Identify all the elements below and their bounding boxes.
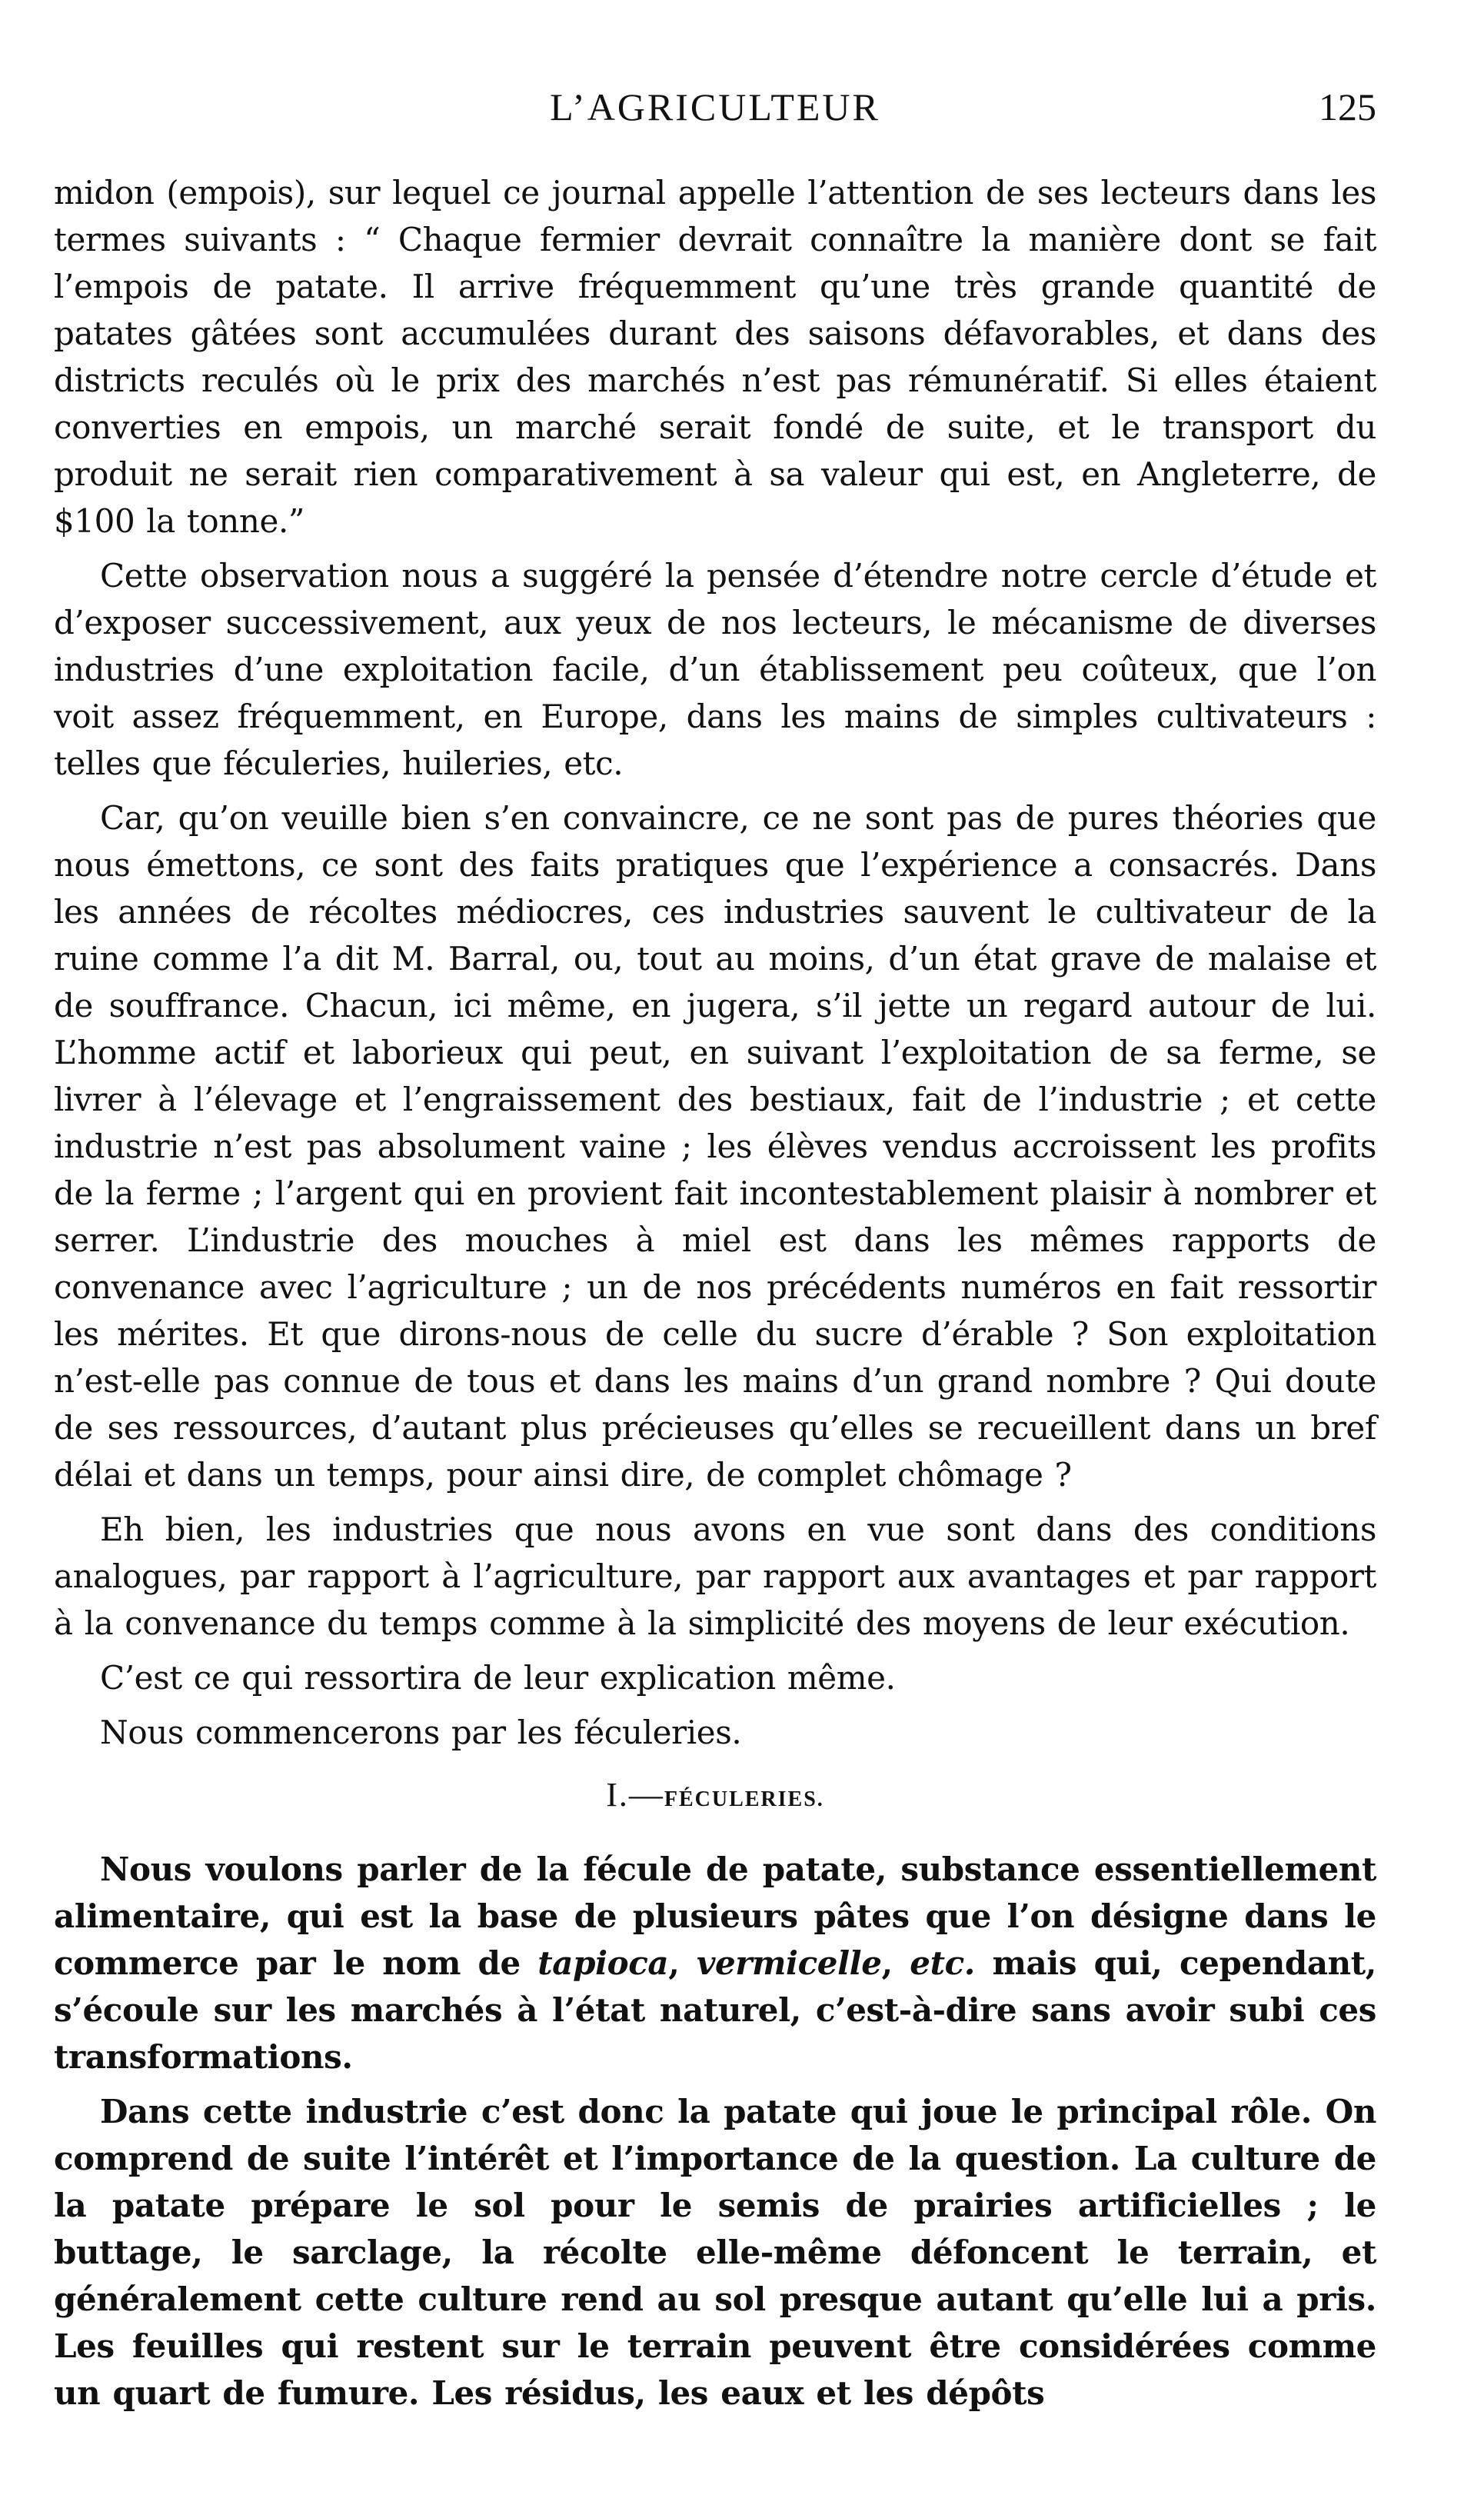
italic-term-vermicelle: vermicelle	[696, 1944, 882, 1982]
text-run: ,	[668, 1944, 697, 1982]
paragraph-continuation: midon (empois), sur lequel ce journal appelle l’attention de ses lecteurs dans les termes suivants : “ Chaque fermier devrait connaître la manière dont se fait l’empois de patate. Il arrive fréquemment qu’une très grande quantité de patates gâtées sont accumulées durant des saisons défavorables, et dans des districts reculés où le prix des marchés n’est pas rémunératif. Si elles étaient converties en empois, un marché serait fondé de suite, et le transport du produit ne serait rien comparativement à sa valeur qui est, en Angleterre, de $100 la tonne.”	[54, 174, 1376, 540]
paragraph: Cette observation nous a suggéré la pensée d’étendre notre cercle d’étude et d’exposer successivement, aux yeux de nos lecteurs, le mécanisme de diverses industries d’une exploitation facile, d’un établissement peu coûteux, que l’on voit assez fréquemment, en Europe, dans les mains de simples cultivateurs : telles que féculeries, huileries, etc.	[54, 557, 1376, 782]
italic-term-etc: etc.	[910, 1944, 975, 1982]
page	[54, 77, 1376, 2461]
paragraph	[54, 1846, 1376, 2080]
running-title: L’AGRICULTEUR	[550, 85, 880, 128]
paragraph: Dans cette industrie c’est donc la patate qui joue le principal rôle. On comprend de suite l’intérêt et l’importance de la question. La culture de la patate prépare le sol pour le semis de prairies artificielles ; le buttage, le sarclage, la récolte elle-même défoncent le terrain, et généralement cette culture rend au sol presque autant qu’elle lui a pris. Les feuilles qui restent sur le terrain peuvent être considérées comme un quart de fumure. Les résidus, les eaux et les dépôts	[54, 2093, 1376, 2412]
bold-section-text	[54, 1846, 1376, 2417]
section-heading	[54, 1771, 1376, 1823]
section-number: I.—	[606, 1776, 664, 1814]
text-run: mais qui, cependant, s’écoule sur les marchés à l’état naturel, c’est-à-dire sans avoir subi ces transformations.	[54, 1944, 1377, 2076]
paragraph: Eh bien, les industries que nous avons en vue sont dans des conditions analogues, par rapport à l’agriculture, par rapport aux avantages et par rapport à la convenance du temps comme à la simplicité des moyens de leur exécution.	[54, 1511, 1376, 1642]
paragraph: Car, qu’on veuille bien s’en convaincre, ce ne sont pas de pures théories que nous émettons, ce sont des faits pratiques que l’expérience a consacrés. Dans les années de récoltes médiocres, ces industries sauvent le cultivateur de la ruine comme l’a dit M. Barral, ou, tout au moins, d’un état grave de malaise et de souffrance. Chacun, ici même, en jugera, s’il jette un regard autour de lui. L’homme actif et laborieux qui peut, en suivant l’exploitation de sa ferme, se livrer à l’élevage et l’engraissement des bestiaux, fait de l’industrie ; et cette industrie n’est pas absolument vaine ; les élèves vendus accroissent les profits de la ferme ; l’argent qui en provient fait incontestablement plaisir à nombrer et serrer. L’industrie des mouches à miel est dans les mêmes rapports de convenance avec l’agriculture ; un de nos précédents numéros en fait ressortir les mérites. Et que dirons-nous de celle du sucre d’érable ? Son exploitation n’est-elle pas connue de tous et dans les mains d’un grand nombre ? Qui doute de ses ressources, d’autant plus précieuses qu’elles se recueillent dans un bref délai et dans un temps, pour ainsi dire, de complet chômage ?	[54, 799, 1376, 1494]
italic-term-tapioca: tapioca	[537, 1944, 669, 1982]
paragraph: C’est ce qui ressortira de leur explication même.	[100, 1659, 896, 1697]
paragraph: Nous commencerons par les féculeries.	[100, 1714, 742, 1751]
text-run: Nous voulons parler de la fécule de patate, substance essentiellement alimentaire, qui est la base de plusieurs pâtes que l’on désigne dans le commerce par le nom de	[54, 1850, 1376, 1982]
body-text	[54, 169, 1376, 2417]
page-number: 125	[1319, 85, 1376, 128]
text-run: ,	[881, 1944, 910, 1982]
page-header	[54, 77, 1376, 162]
section-title: FÉCULERIES.	[664, 1787, 824, 1811]
